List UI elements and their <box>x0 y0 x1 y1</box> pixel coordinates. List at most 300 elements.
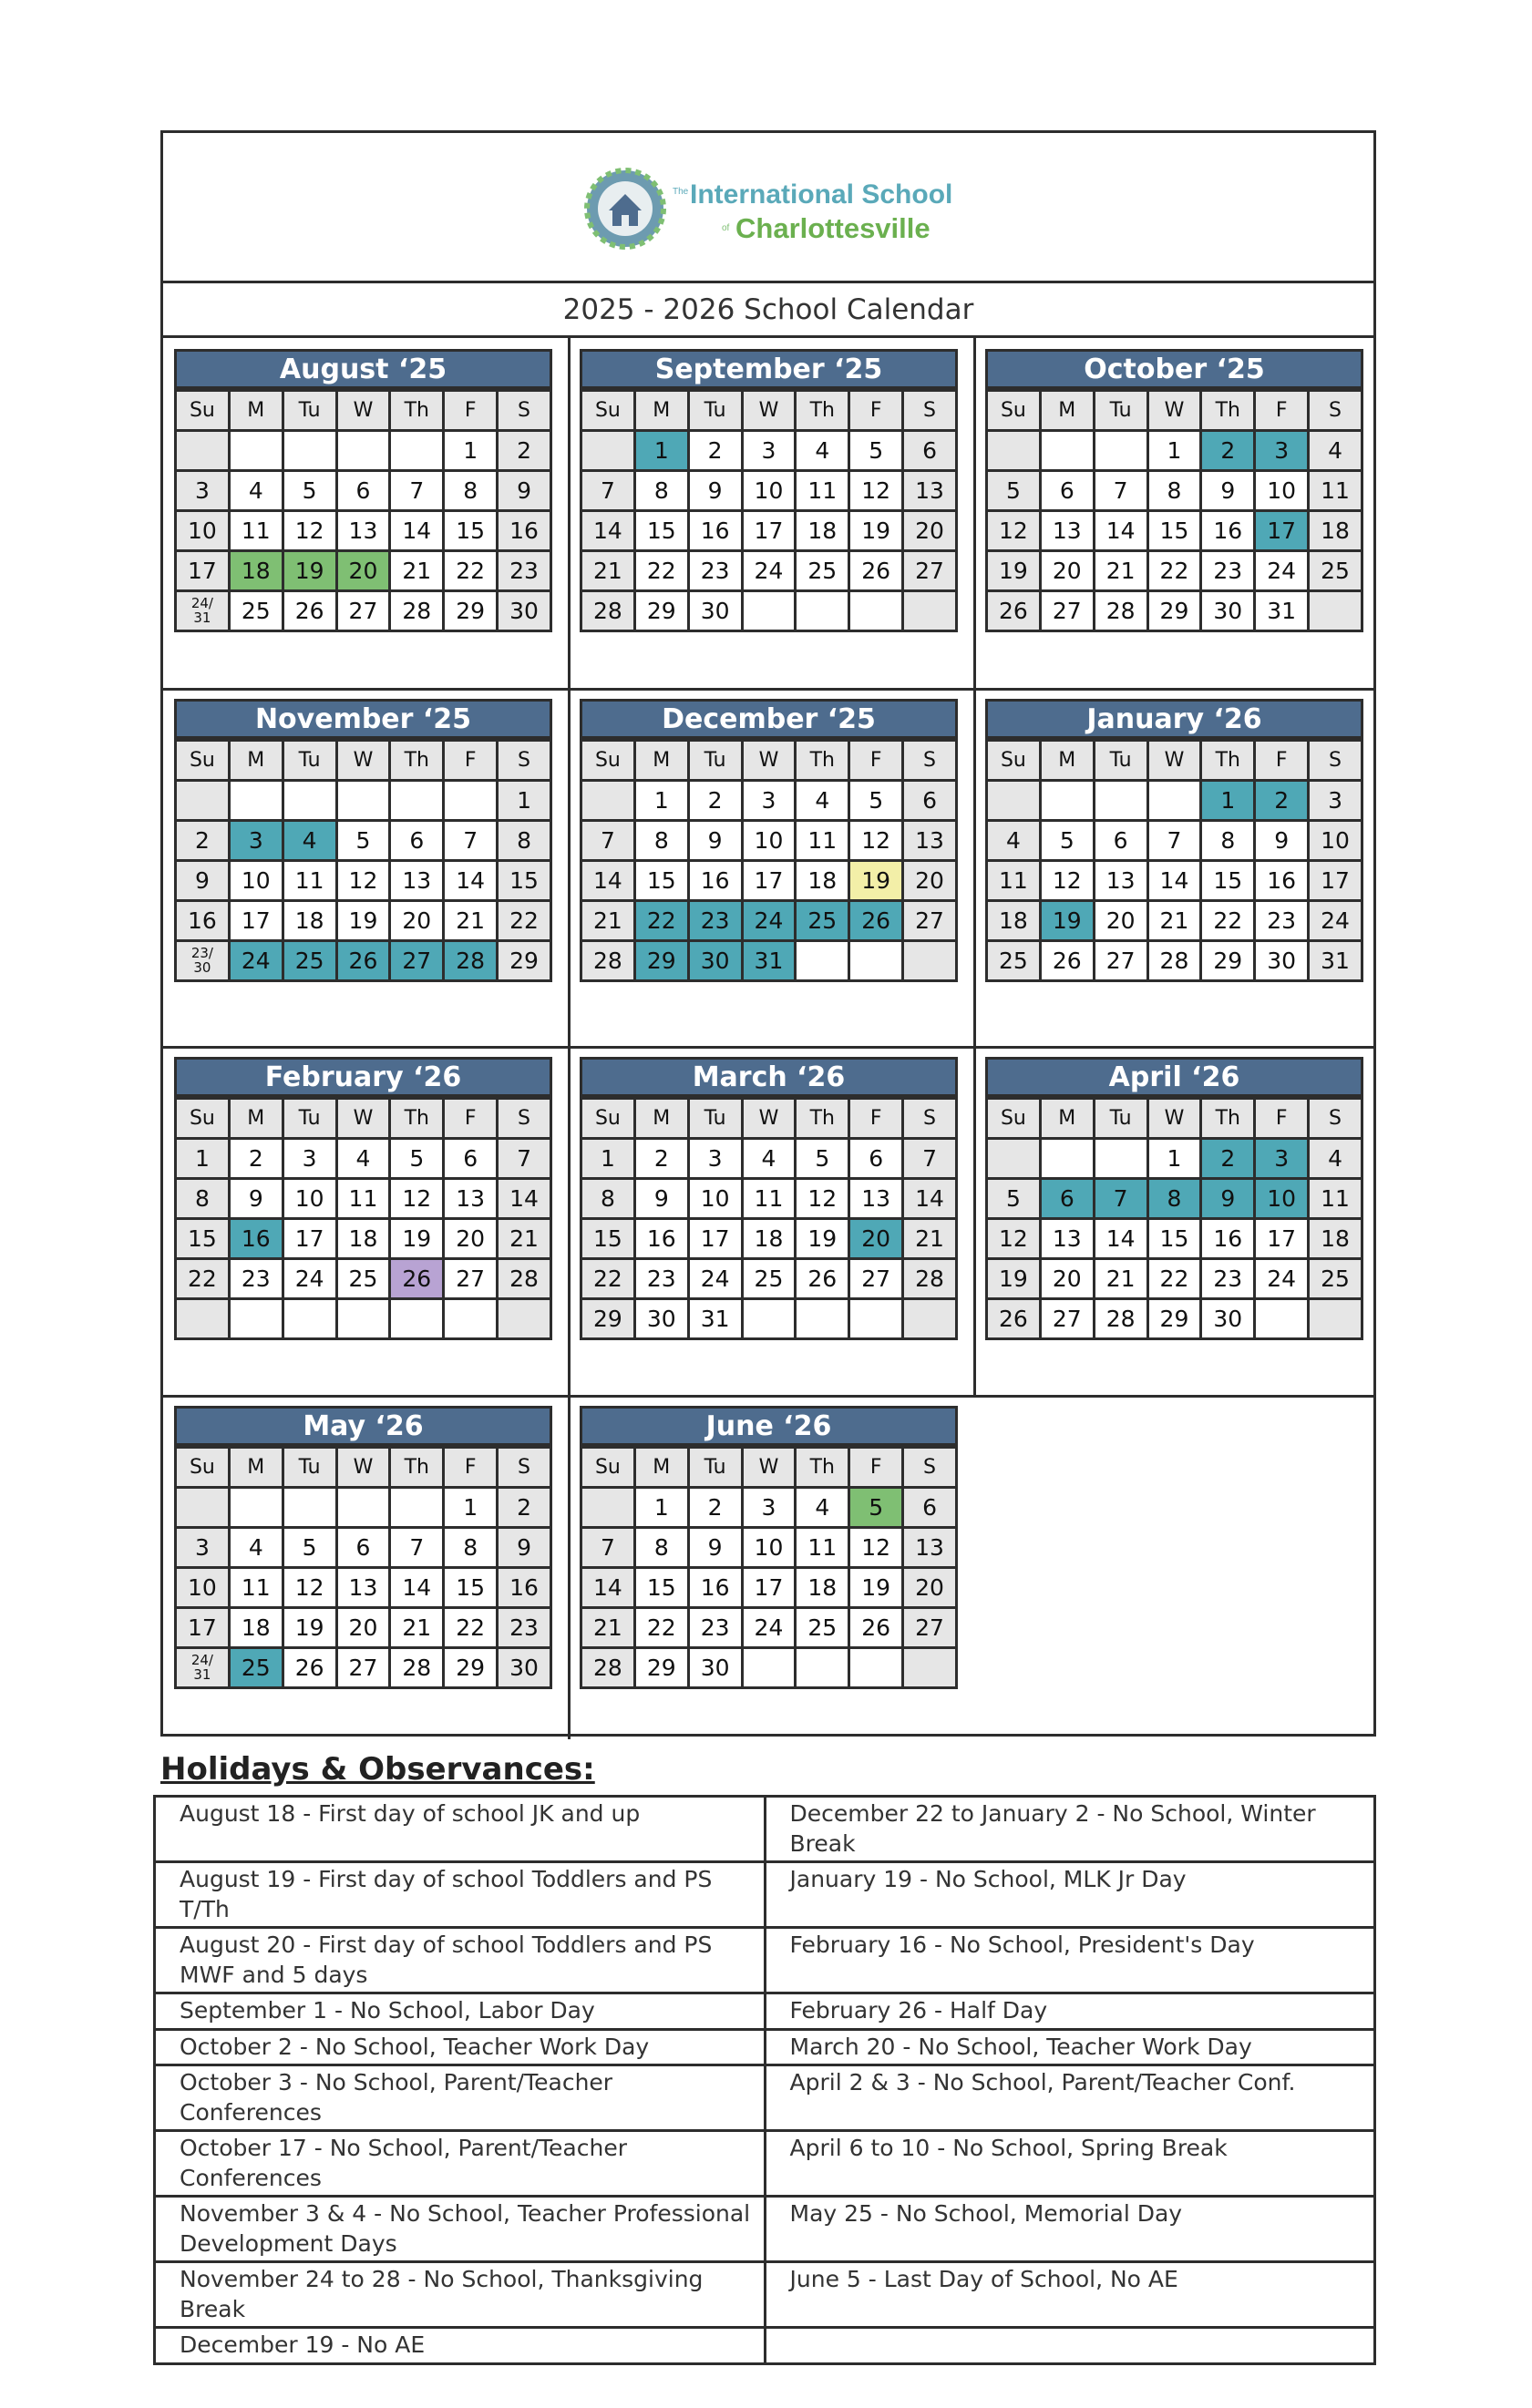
day-cell: 15 <box>444 511 498 551</box>
day-cell <box>1309 591 1362 631</box>
day-cell: 27 <box>903 901 957 941</box>
day-cell: 11 <box>1309 1179 1362 1219</box>
day-cell <box>849 591 903 631</box>
weekday-header: W <box>336 1099 390 1139</box>
day-cell: 21 <box>1094 1259 1147 1299</box>
day-cell: 16 <box>229 1219 283 1259</box>
day-cell: 1 <box>1147 431 1201 471</box>
day-cell: 10 <box>1255 471 1309 511</box>
weekday-header: Tu <box>688 391 742 431</box>
day-cell <box>390 781 444 821</box>
day-cell: 6 <box>336 1528 390 1568</box>
day-cell: 14 <box>498 1179 551 1219</box>
day-cell: 18 <box>742 1219 796 1259</box>
day-cell: 26 <box>987 591 1041 631</box>
day-cell: 12 <box>283 511 336 551</box>
day-cell: 3 <box>688 1139 742 1179</box>
day-cell: 31 <box>1255 591 1309 631</box>
day-cell <box>176 1299 230 1339</box>
day-cell: 14 <box>581 1568 635 1608</box>
weekday-header: Tu <box>1094 391 1147 431</box>
day-cell: 29 <box>1201 941 1255 981</box>
day-cell: 17 <box>742 861 796 901</box>
holiday-entry: April 6 to 10 - No School, Spring Break <box>765 2131 1375 2197</box>
day-cell: 1 <box>176 1139 230 1179</box>
day-cell: 12 <box>849 821 903 861</box>
day-cell: 28 <box>581 941 635 981</box>
day-cell: 25 <box>796 551 849 591</box>
day-cell: 28 <box>498 1259 551 1299</box>
day-cell: 17 <box>283 1219 336 1259</box>
day-cell: 2 <box>688 431 742 471</box>
day-cell <box>336 431 390 471</box>
day-cell: 10 <box>742 821 796 861</box>
day-cell: 17 <box>742 511 796 551</box>
weekday-header: Su <box>176 1448 230 1488</box>
day-cell: 4 <box>229 471 283 511</box>
holiday-entry <box>765 2328 1375 2364</box>
holiday-entry: January 19 - No School, MLK Jr Day <box>765 1862 1375 1928</box>
day-cell: 15 <box>634 861 688 901</box>
day-cell: 8 <box>498 821 551 861</box>
day-cell: 27 <box>849 1259 903 1299</box>
weekday-header: Su <box>987 741 1041 781</box>
day-cell: 12 <box>336 861 390 901</box>
day-cell: 30 <box>498 1648 551 1688</box>
day-cell: 22 <box>1147 1259 1201 1299</box>
month-title: March ‘26 <box>580 1057 958 1097</box>
day-cell <box>229 431 283 471</box>
day-cell: 16 <box>1201 511 1255 551</box>
day-cell: 26 <box>849 1608 903 1648</box>
day-cell: 17 <box>176 1608 230 1648</box>
month-title: May ‘26 <box>174 1406 552 1446</box>
day-cell: 29 <box>498 941 551 981</box>
weekday-header: Tu <box>1094 741 1147 781</box>
day-cell: 15 <box>1147 511 1201 551</box>
holiday-entry: December 22 to January 2 - No School, Winter Break <box>765 1797 1375 1862</box>
weekday-header: Th <box>796 1099 849 1139</box>
holiday-entry: August 19 - First day of school Toddlers and PS T/Th <box>155 1862 766 1928</box>
day-cell <box>336 1299 390 1339</box>
weekday-header: Su <box>987 391 1041 431</box>
weekday-header: F <box>849 1099 903 1139</box>
day-cell: 25 <box>336 1259 390 1299</box>
day-cell: 27 <box>903 551 957 591</box>
day-cell: 1 <box>634 1488 688 1528</box>
day-cell: 27 <box>390 941 444 981</box>
day-cell: 8 <box>444 471 498 511</box>
day-cell: 4 <box>796 431 849 471</box>
weekday-header: Th <box>796 391 849 431</box>
day-cell: 5 <box>849 1488 903 1528</box>
day-cell: 19 <box>283 551 336 591</box>
day-cell: 16 <box>688 861 742 901</box>
weekday-header: S <box>498 1099 551 1139</box>
weekday-header: S <box>498 1448 551 1488</box>
holiday-entry: February 26 - Half Day <box>765 1993 1375 2030</box>
day-cell: 3 <box>742 781 796 821</box>
day-cell: 21 <box>581 551 635 591</box>
day-cell: 6 <box>1040 471 1094 511</box>
day-cell: 24 <box>688 1259 742 1299</box>
logo-row <box>163 133 1373 283</box>
day-cell <box>1309 1299 1362 1339</box>
day-cell: 18 <box>283 901 336 941</box>
day-cell: 9 <box>229 1179 283 1219</box>
day-cell <box>229 781 283 821</box>
weekday-header: Th <box>390 1099 444 1139</box>
day-cell: 19 <box>849 1568 903 1608</box>
weekday-header: Tu <box>283 741 336 781</box>
day-cell: 1 <box>634 781 688 821</box>
holiday-entry: May 25 - No School, Memorial Day <box>765 2197 1375 2262</box>
weekday-header: Tu <box>688 741 742 781</box>
day-cell: 23 <box>688 551 742 591</box>
day-cell: 19 <box>796 1219 849 1259</box>
month-calendar <box>985 699 1363 982</box>
day-cell: 26 <box>849 551 903 591</box>
holidays-table <box>153 1795 1376 2365</box>
day-cell: 16 <box>634 1219 688 1259</box>
day-cell: 8 <box>634 1528 688 1568</box>
day-cell: 12 <box>1040 861 1094 901</box>
day-cell: 1 <box>444 431 498 471</box>
day-cell: 11 <box>336 1179 390 1219</box>
month-calendar <box>580 1057 958 1340</box>
day-cell: 19 <box>283 1608 336 1648</box>
day-cell: 8 <box>1147 1179 1201 1219</box>
weekday-header: M <box>634 741 688 781</box>
day-cell: 24 <box>742 1608 796 1648</box>
day-cell: 10 <box>742 1528 796 1568</box>
holiday-row <box>155 1993 1375 2030</box>
day-cell: 14 <box>903 1179 957 1219</box>
day-cell: 16 <box>176 901 230 941</box>
weekday-header: S <box>903 1448 957 1488</box>
day-cell: 6 <box>1094 821 1147 861</box>
holiday-entry: June 5 - Last Day of School, No AE <box>765 2262 1375 2328</box>
day-cell <box>390 1299 444 1339</box>
day-cell: 17 <box>688 1219 742 1259</box>
day-cell: 26 <box>849 901 903 941</box>
day-cell <box>742 1648 796 1688</box>
weekday-header: Th <box>796 741 849 781</box>
day-cell: 1 <box>498 781 551 821</box>
month-calendar <box>174 699 552 982</box>
day-cell: 21 <box>1094 551 1147 591</box>
weekday-header: Su <box>581 1448 635 1488</box>
weekday-header: Tu <box>283 1099 336 1139</box>
day-cell: 23 <box>229 1259 283 1299</box>
day-cell: 30 <box>1255 941 1309 981</box>
weekday-header: F <box>1255 1099 1309 1139</box>
weekday-header: M <box>634 1448 688 1488</box>
weekday-header: Tu <box>688 1099 742 1139</box>
grid-divider <box>163 688 1373 691</box>
day-cell: 30 <box>634 1299 688 1339</box>
day-cell: 21 <box>390 551 444 591</box>
day-cell <box>796 941 849 981</box>
day-cell: 20 <box>336 1608 390 1648</box>
day-cell: 10 <box>1255 1179 1309 1219</box>
day-cell: 16 <box>1201 1219 1255 1259</box>
day-cell: 3 <box>283 1139 336 1179</box>
day-cell: 31 <box>1309 941 1362 981</box>
weekday-header: Su <box>176 1099 230 1139</box>
svg-text:International School: International School <box>690 179 953 210</box>
holiday-entry: August 20 - First day of school Toddlers and PS MWF and 5 days <box>155 1928 766 1993</box>
day-cell: 20 <box>1094 901 1147 941</box>
month-title: October ‘25 <box>985 349 1363 389</box>
day-cell: 30 <box>688 941 742 981</box>
day-cell: 29 <box>444 591 498 631</box>
day-cell <box>336 1488 390 1528</box>
day-cell: 24 <box>1309 901 1362 941</box>
weekday-header: W <box>336 1448 390 1488</box>
day-cell: 22 <box>634 1608 688 1648</box>
day-cell: 22 <box>444 551 498 591</box>
day-cell: 7 <box>581 471 635 511</box>
day-cell: 9 <box>498 1528 551 1568</box>
day-cell: 7 <box>581 821 635 861</box>
holiday-row <box>155 2065 1375 2131</box>
day-cell: 22 <box>1201 901 1255 941</box>
day-cell: 12 <box>849 1528 903 1568</box>
day-cell: 10 <box>1309 821 1362 861</box>
grid-divider <box>568 338 571 1739</box>
day-cell <box>176 781 230 821</box>
weekday-header: Su <box>176 391 230 431</box>
day-cell: 24 <box>742 901 796 941</box>
day-cell: 17 <box>176 551 230 591</box>
holiday-entry: December 19 - No AE <box>155 2328 766 2364</box>
day-cell: 30 <box>1201 1299 1255 1339</box>
day-cell: 4 <box>796 1488 849 1528</box>
day-cell: 2 <box>1201 1139 1255 1179</box>
day-cell: 24 <box>1255 551 1309 591</box>
day-cell: 11 <box>742 1179 796 1219</box>
day-cell: 27 <box>1040 1299 1094 1339</box>
grid-divider <box>973 338 976 1395</box>
day-cell: 20 <box>1040 1259 1094 1299</box>
day-cell <box>390 1488 444 1528</box>
weekday-header: W <box>1147 391 1201 431</box>
day-cell: 23 <box>1201 551 1255 591</box>
day-cell: 6 <box>1040 1179 1094 1219</box>
day-cell <box>498 1299 551 1339</box>
day-cell: 13 <box>903 821 957 861</box>
weekday-header: M <box>229 391 283 431</box>
month-calendar <box>174 349 552 632</box>
day-cell: 24 <box>229 941 283 981</box>
month-calendar <box>174 1057 552 1340</box>
day-cell: 7 <box>1094 471 1147 511</box>
day-cell <box>849 1299 903 1339</box>
day-cell: 10 <box>688 1179 742 1219</box>
holiday-entry: October 2 - No School, Teacher Work Day <box>155 2029 766 2065</box>
weekday-header: Su <box>581 391 635 431</box>
day-cell: 3 <box>1309 781 1362 821</box>
day-cell: 28 <box>1147 941 1201 981</box>
day-cell: 18 <box>1309 511 1362 551</box>
day-cell: 24 <box>1255 1259 1309 1299</box>
weekday-header: Tu <box>688 1448 742 1488</box>
day-cell <box>336 781 390 821</box>
day-cell: 27 <box>336 591 390 631</box>
day-cell: 23/ 30 <box>176 941 230 981</box>
day-cell: 28 <box>444 941 498 981</box>
day-cell: 14 <box>581 511 635 551</box>
day-cell: 6 <box>903 431 957 471</box>
day-cell: 16 <box>498 511 551 551</box>
weekday-header: F <box>849 1448 903 1488</box>
day-cell: 4 <box>796 781 849 821</box>
day-cell: 28 <box>1094 1299 1147 1339</box>
holiday-entry: November 24 to 28 - No School, Thanksgiving Break <box>155 2262 766 2328</box>
day-cell: 16 <box>688 511 742 551</box>
weekday-header: S <box>903 1099 957 1139</box>
day-cell: 27 <box>1094 941 1147 981</box>
day-cell: 6 <box>903 781 957 821</box>
day-cell: 29 <box>634 1648 688 1688</box>
day-cell: 17 <box>742 1568 796 1608</box>
weekday-header: S <box>903 391 957 431</box>
day-cell: 19 <box>1040 901 1094 941</box>
day-cell: 17 <box>1255 1219 1309 1259</box>
weekday-header: M <box>229 1099 283 1139</box>
day-cell: 15 <box>1147 1219 1201 1259</box>
weekday-header: S <box>1309 391 1362 431</box>
day-cell: 23 <box>1201 1259 1255 1299</box>
day-cell: 20 <box>903 1568 957 1608</box>
day-cell: 12 <box>987 1219 1041 1259</box>
day-cell: 25 <box>229 1648 283 1688</box>
day-cell: 10 <box>283 1179 336 1219</box>
day-cell: 20 <box>390 901 444 941</box>
day-cell <box>581 431 635 471</box>
weekday-header: W <box>742 1448 796 1488</box>
day-cell: 16 <box>688 1568 742 1608</box>
school-logo <box>583 167 980 251</box>
day-cell: 29 <box>444 1648 498 1688</box>
holiday-entry: October 3 - No School, Parent/Teacher Conferences <box>155 2065 766 2131</box>
holiday-row <box>155 1928 1375 1993</box>
day-cell: 21 <box>903 1219 957 1259</box>
day-cell: 29 <box>634 941 688 981</box>
day-cell: 18 <box>796 511 849 551</box>
day-cell: 15 <box>581 1219 635 1259</box>
weekday-header: Th <box>796 1448 849 1488</box>
day-cell: 25 <box>1309 551 1362 591</box>
day-cell: 12 <box>796 1179 849 1219</box>
day-cell <box>987 781 1041 821</box>
day-cell: 12 <box>849 471 903 511</box>
day-cell: 13 <box>849 1179 903 1219</box>
day-cell: 4 <box>336 1139 390 1179</box>
day-cell: 23 <box>688 901 742 941</box>
day-cell: 9 <box>498 471 551 511</box>
day-cell: 2 <box>688 1488 742 1528</box>
day-cell: 3 <box>176 471 230 511</box>
day-cell: 20 <box>336 551 390 591</box>
day-cell: 1 <box>1147 1139 1201 1179</box>
day-cell: 7 <box>498 1139 551 1179</box>
day-cell: 26 <box>1040 941 1094 981</box>
day-cell: 13 <box>444 1179 498 1219</box>
day-cell: 22 <box>634 551 688 591</box>
day-cell <box>1255 1299 1309 1339</box>
day-cell: 25 <box>1309 1259 1362 1299</box>
day-cell: 9 <box>688 1528 742 1568</box>
weekday-header: F <box>444 1099 498 1139</box>
day-cell: 27 <box>1040 591 1094 631</box>
day-cell: 20 <box>444 1219 498 1259</box>
day-cell: 11 <box>796 1528 849 1568</box>
day-cell: 18 <box>229 551 283 591</box>
day-cell: 22 <box>176 1259 230 1299</box>
day-cell: 24/ 31 <box>176 1648 230 1688</box>
month-calendar <box>174 1406 552 1689</box>
day-cell: 5 <box>849 431 903 471</box>
day-cell: 5 <box>987 1179 1041 1219</box>
day-cell: 12 <box>987 511 1041 551</box>
weekday-header: W <box>742 391 796 431</box>
day-cell: 3 <box>1255 1139 1309 1179</box>
day-cell: 14 <box>390 1568 444 1608</box>
day-cell: 2 <box>229 1139 283 1179</box>
day-cell: 9 <box>688 471 742 511</box>
day-cell: 14 <box>1094 511 1147 551</box>
day-cell: 24 <box>742 551 796 591</box>
weekday-header: S <box>1309 741 1362 781</box>
day-cell <box>581 781 635 821</box>
weekday-header: F <box>849 741 903 781</box>
day-cell: 3 <box>229 821 283 861</box>
day-cell <box>742 591 796 631</box>
day-cell: 22 <box>634 901 688 941</box>
day-cell: 8 <box>634 821 688 861</box>
day-cell: 15 <box>634 511 688 551</box>
holiday-entry: February 16 - No School, President's Day <box>765 1928 1375 1993</box>
day-cell: 19 <box>336 901 390 941</box>
day-cell: 9 <box>688 821 742 861</box>
day-cell <box>903 591 957 631</box>
day-cell: 5 <box>987 471 1041 511</box>
day-cell: 18 <box>796 1568 849 1608</box>
day-cell: 22 <box>1147 551 1201 591</box>
day-cell <box>176 1488 230 1528</box>
day-cell: 26 <box>283 591 336 631</box>
day-cell: 15 <box>1201 861 1255 901</box>
day-cell: 5 <box>283 471 336 511</box>
day-cell: 5 <box>849 781 903 821</box>
holiday-entry: September 1 - No School, Labor Day <box>155 1993 766 2030</box>
day-cell: 18 <box>1309 1219 1362 1259</box>
day-cell: 9 <box>1201 471 1255 511</box>
day-cell: 21 <box>581 901 635 941</box>
day-cell: 22 <box>498 901 551 941</box>
day-cell: 2 <box>498 1488 551 1528</box>
month-title: February ‘26 <box>174 1057 552 1097</box>
month-title: April ‘26 <box>985 1057 1363 1097</box>
day-cell: 2 <box>634 1139 688 1179</box>
weekday-header: S <box>498 741 551 781</box>
day-cell: 31 <box>742 941 796 981</box>
day-cell: 1 <box>581 1139 635 1179</box>
day-cell: 8 <box>634 471 688 511</box>
month-title: December ‘25 <box>580 699 958 739</box>
